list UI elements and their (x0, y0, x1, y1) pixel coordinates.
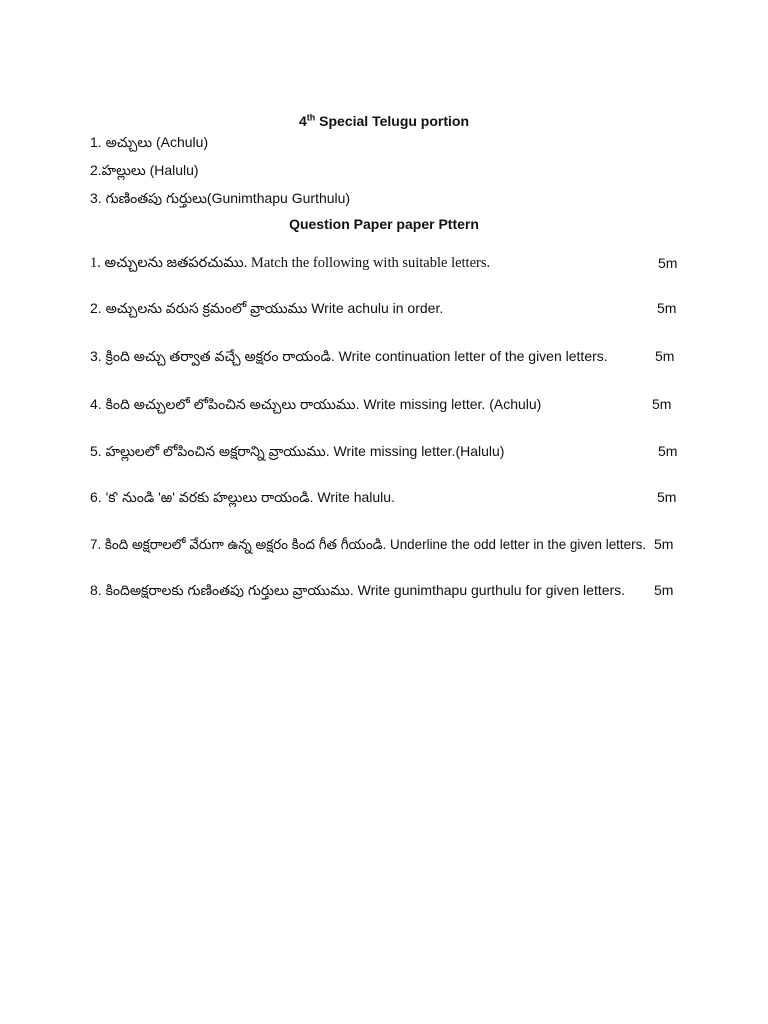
question-text: 4. కింది అచ్చులలో లోపించిన అచ్చులు రాయుము. Write missing letter. (Achulu) (90, 396, 542, 412)
question-text: 3. క్రింది అచ్చు తర్వాత వచ్చే అక్షరం రాయండి. Write continuation letter of the given letters. (90, 348, 608, 364)
question-marks: 5m (655, 348, 675, 364)
question-marks: 5m (654, 582, 674, 598)
question-marks: 5m (657, 300, 677, 316)
question-marks: 5m (658, 443, 678, 459)
pattern-heading: Question Paper paper Pttern (289, 216, 479, 232)
question-marks: 5m (654, 536, 674, 552)
question-text: 2. అచ్చులను వరుస క్రమంలో వ్రాయుము Write achulu in order. (90, 300, 444, 316)
question-marks: 5m (652, 396, 672, 412)
portion-item: 1. అచ్చులు (Achulu) (90, 134, 209, 150)
portion-item: 2.హల్లులు (Halulu) (90, 162, 199, 178)
question-marks: 5m (658, 255, 678, 271)
document-title (0, 113, 768, 129)
title-superscript: th (306, 112, 316, 123)
question-text: 7. కింది అక్షరాలలో వేరుగా ఉన్న అక్షరం కింద గీత గీయండి. Underline the odd letter in the given letters. (90, 536, 647, 552)
title-number: 4 (298, 113, 307, 129)
question-text: 5. హల్లులలో లోపించిన అక్షరాన్ని వ్రాయుము. Write missing letter.(Halulu) (90, 443, 505, 459)
question-text: 8. కిందిఅక్షరాలకు గుణింతపు గుర్తులు వ్రాయుము. Write gunimthapu gurthulu for given letters. (90, 582, 626, 598)
title-text: Special Telugu portion (315, 113, 470, 129)
question-marks: 5m (657, 489, 677, 505)
portion-item: 3. గుణింతపు గుర్తులు(Gunimthapu Gurthulu) (90, 190, 351, 206)
question-text: 6. 'క' నుండి 'ఱ' వరకు హల్లులు రాయండి. Write halulu. (90, 489, 395, 505)
question-text: 1. అచ్చులను జతపరచుము. Match the following with suitable letters. (90, 255, 491, 271)
